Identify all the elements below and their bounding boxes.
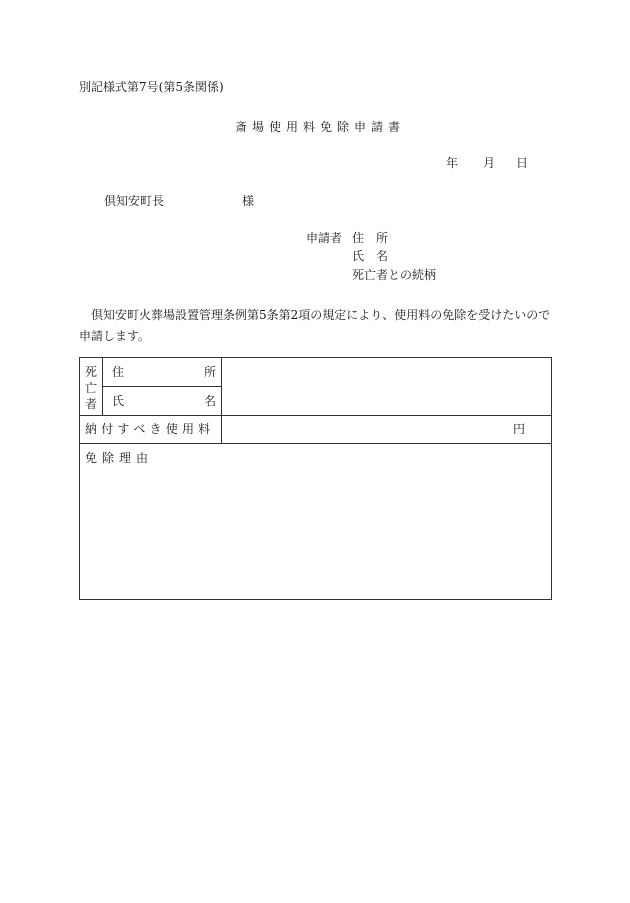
- fee-amount-field[interactable]: [222, 416, 551, 443]
- date-day-label: 日: [516, 156, 529, 170]
- deceased-char-1: 死: [85, 365, 98, 379]
- deceased-address-field[interactable]: [222, 358, 551, 386]
- deceased-name-label-1: 氏: [112, 394, 125, 408]
- fee-row-divider: [80, 443, 551, 444]
- deceased-name-label-2: 名: [204, 394, 217, 408]
- deceased-address-label-2: 所: [204, 365, 217, 379]
- honorific: 様: [242, 194, 255, 208]
- form-reference: 別記様式第7号(第5条関係): [79, 80, 224, 94]
- body-text: 倶知安町火葬場設置管理条例第5条第2項の規定により、使用料の免除を受けたいので申請します。: [79, 308, 551, 343]
- deceased-label: [85, 364, 97, 412]
- fee-unit: 円: [513, 422, 526, 436]
- application-table: [79, 357, 552, 600]
- applicant-name-label: 氏 名: [352, 249, 389, 263]
- addressee: 倶知安町長: [104, 194, 165, 208]
- deceased-char-3: 者: [85, 397, 98, 411]
- date-month-label: 月: [483, 156, 496, 170]
- document-title: 斎場使用料免除申請書: [234, 120, 405, 134]
- applicant-address-label: 住 所: [352, 231, 389, 245]
- deceased-address-label-1: 住: [112, 365, 125, 379]
- applicant-label: 申請者: [306, 231, 343, 245]
- deceased-char-2: 亡: [85, 381, 98, 395]
- date-year-label: 年: [446, 156, 459, 170]
- fee-label: 納付すべき使用料: [85, 422, 215, 436]
- address-name-divider: [102, 386, 222, 387]
- reason-field[interactable]: [80, 470, 551, 599]
- applicant-relation-label: 死亡者との続柄: [352, 268, 437, 282]
- reason-label: 免除理由: [85, 451, 154, 465]
- deceased-name-field[interactable]: [222, 387, 551, 415]
